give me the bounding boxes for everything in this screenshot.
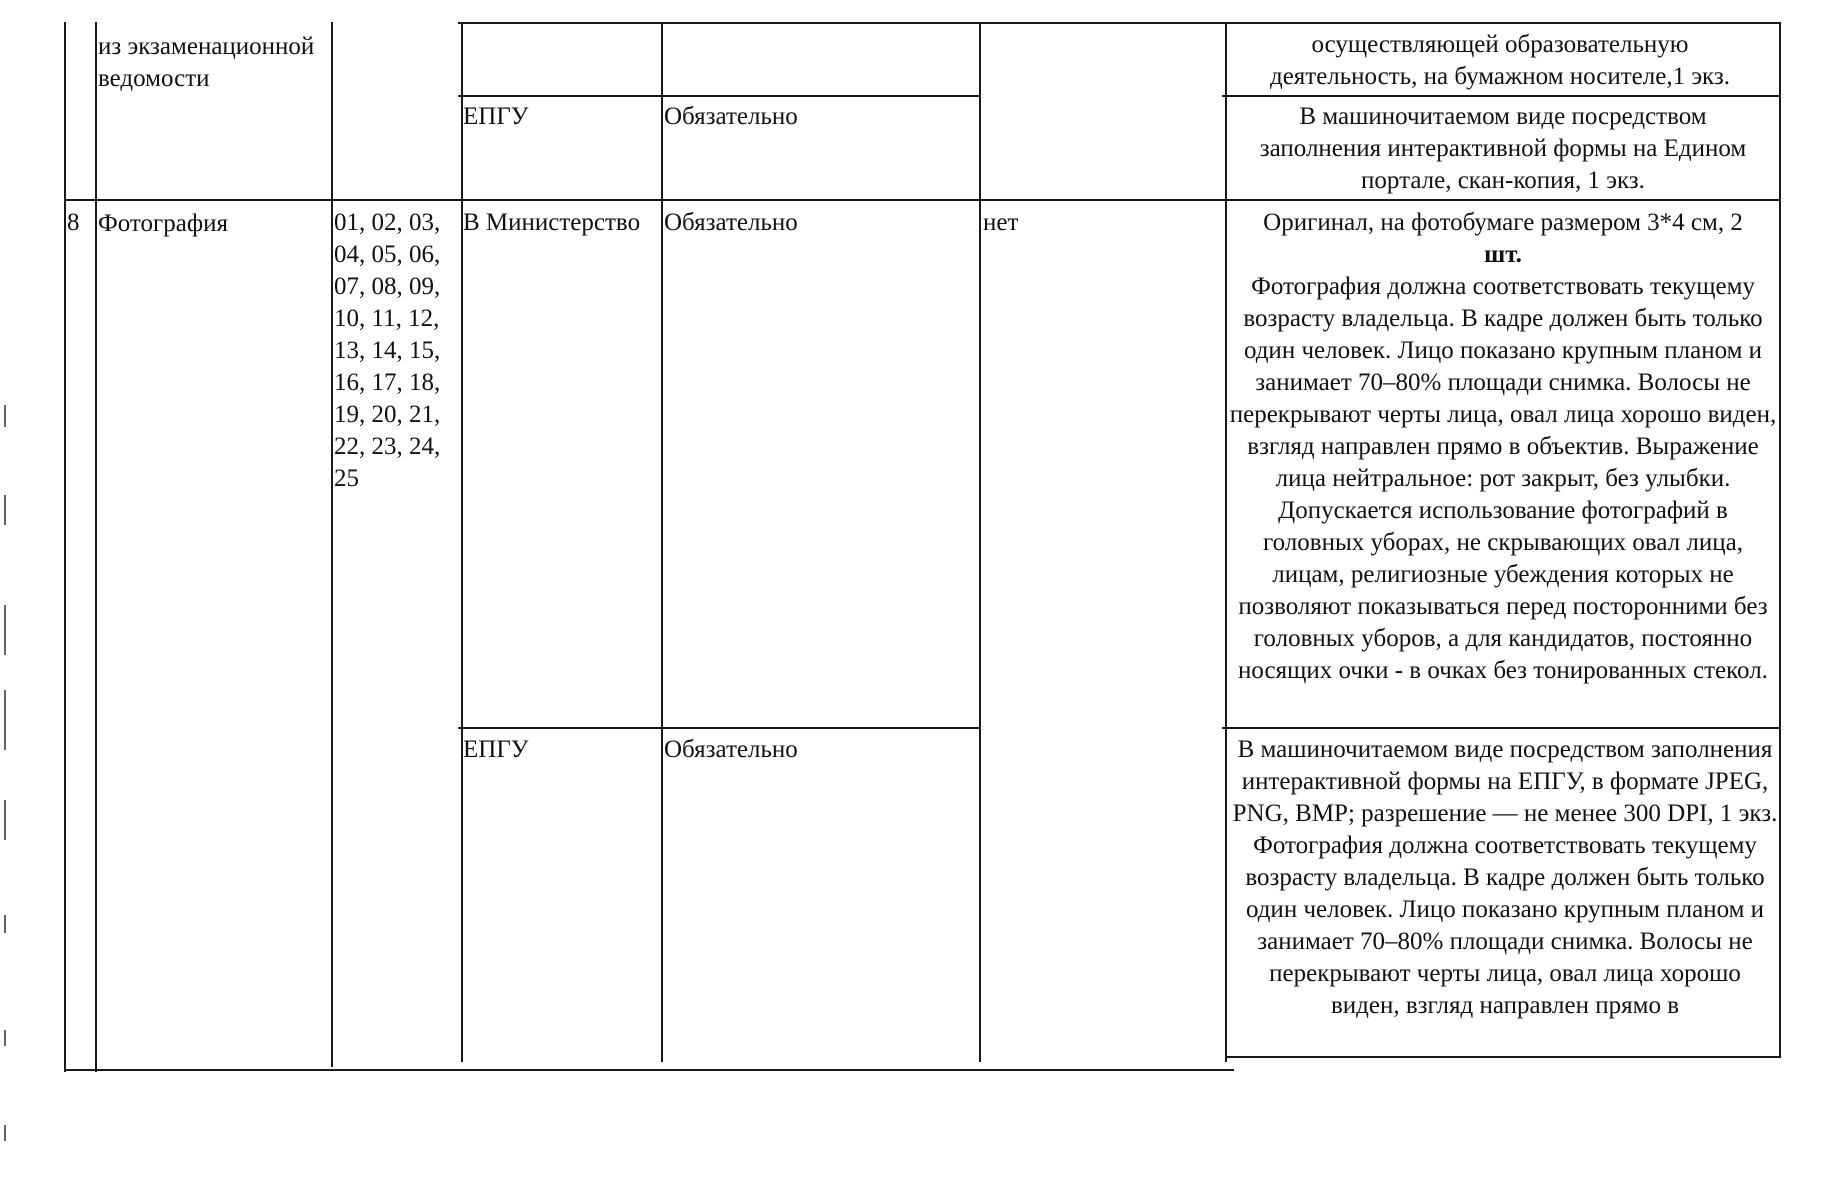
row8-number: 8 [67,209,80,236]
scan-artifact [4,495,6,525]
scan-artifact [4,1030,6,1046]
row8-required-2: Обязательно [664,736,798,763]
row7-split-line [458,95,981,97]
row8-split-line-right [1222,727,1781,729]
row8-requirement-1-line-a: Оригинал, на фотобумаге размером 3*4 см, 2 [1263,209,1743,236]
row8-service-codes: 01, 02, 03, 04, 05, 06, 07, 08, 09, 10, 11, 12, 13, 14, 15, 16, 17, 18, 19, 20, 21, 22, 23, 24, 25 [334,209,441,492]
row8-requirement-1-body: Фотография должна соответствовать текущему возрасту владельца. В кадре должен быть только один человек. Лицо показано крупным планом и занимает 70–80% площади снимка. Волосы не перекрывают черты лица, овал лица хорошо виден, взгляд направлен прямо в объектив. Выражение лица нейтральное: рот закрыт, без улыбки. Допускается использование фотографий в головных уборах, не скрывающих овал лица, лицам, религиозные убеждения которых не позволяют показываться перед посторонними без головных уборов, а для кандидатов, постоянно носящих очки - в очках без тонированных стекол. [1229,273,1777,684]
scan-artifact [4,690,6,750]
col-divider-channel [661,22,663,1062]
row7-required-2: Обязательно [664,103,798,130]
row7-requirement-2: В машиночитаемом виде посредством заполнения интерактивной формы на Едином портале, скан-копия, 1 экз. [1259,103,1747,194]
row8-channel-1: В Министерство [463,209,641,236]
row7-requirement-1: осуществляющей образовательную деятельность, на бумажном носителе,1 экз. [1269,31,1731,90]
scan-artifact [4,800,6,840]
table-border-bottom [64,1069,1234,1071]
row8-requirement-2: В машиночитаемом виде посредством заполнения интерактивной формы на ЕПГУ, в формате JPEG, PNG, BMP; разрешение — не менее 300 DPI, 1 экз. Фотография должна соответствовать текущему возрасту владельца. В кадре должен быть только один человек. Лицо показано крупным планом и занимает 70–80% площади снимка. Волосы не перекрывают черты лица, овал лица хорошо виден, взгляд направлен прямо в [1232,736,1778,1019]
scan-artifact [4,605,6,655]
row7-document-name: из экзаменационной ведомости [98,33,315,92]
row8-requirement-1 [1228,207,1778,687]
table-border-left [64,22,66,1072]
col-divider-codes [461,22,463,1062]
scan-artifact [4,915,6,933]
scan-artifact [4,1125,6,1141]
col-divider-num [95,22,97,1072]
col-divider-required [979,22,981,1062]
table-border-right [1779,22,1781,1058]
row8-channel-2: ЕПГУ [463,736,529,763]
scan-artifact [4,405,6,427]
row8-document-name: Фотография [98,210,228,237]
row7-split-line-right [1222,95,1781,97]
row8-required-1: Обязательно [664,209,798,236]
row7-channel-2: ЕПГУ [463,103,529,130]
col-divider-name [331,22,333,1067]
table-border-bottom-right [1225,1056,1781,1058]
col-divider-extra [1225,22,1227,1062]
row-divider-7-8 [64,199,1781,201]
row8-requirement-1-line-b: шт. [1484,241,1522,268]
row8-extra: нет [983,209,1019,236]
table-border-top [458,22,1781,24]
row8-split-line [458,727,981,729]
